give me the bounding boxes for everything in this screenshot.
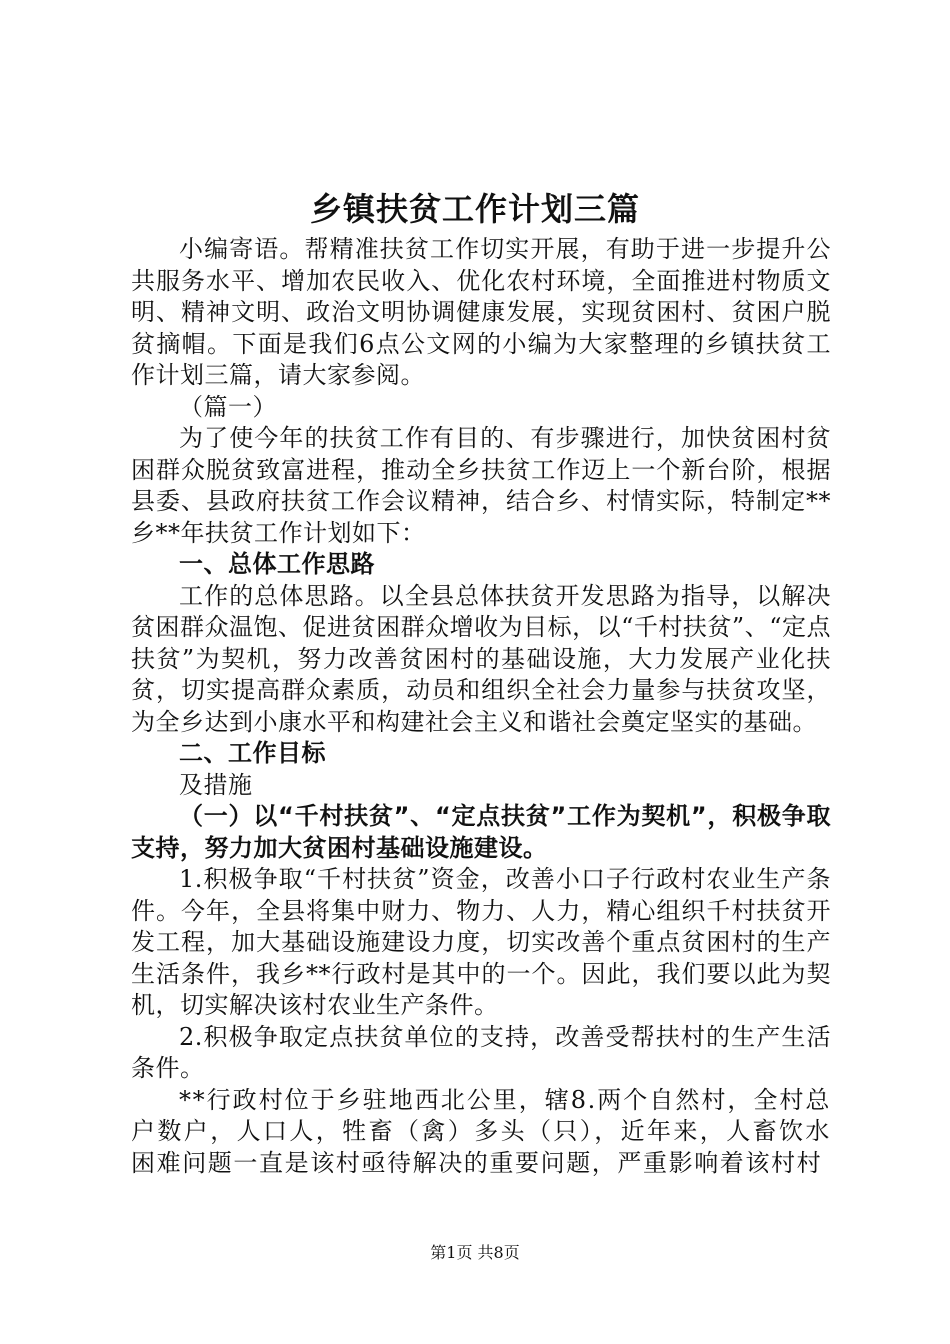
subheading: （一）以“千村扶贫”、“定点扶贫”工作为契机”，积极争取支持，努力加大贫困村基础设施建设。	[131, 802, 831, 862]
paragraph: 1.积极争取“千村扶贫”资金，改善小口子行政村农业生产条件。今年，全县将集中财力、物力、人力，精心组织千村扶贫开发工程，加大基础设施建设力度，切实改善个重点贫困村的生产生活条件，我乡**行政村是其中的一个。因此，我们要以此为契机，切实解决该村农业生产条件。	[131, 865, 831, 1019]
heading: 二、工作目标	[179, 739, 326, 767]
page-number: 第1页 共8页	[430, 1243, 520, 1262]
paragraph: 及措施	[179, 770, 253, 799]
paragraph-intro: 小编寄语。帮精准扶贫工作切实开展，有助于进一步提升公共服务水平、增加农民收入、优化农村环境，全面推进村物质文明、精神文明、政治文明协调健康发展，实现贫困村、贫困户脱贫摘帽。下面是我们6点公文网的小编为大家整理的乡镇扶贫工作计划三篇，请大家参阅。	[131, 235, 831, 389]
section-label: （篇一）	[179, 392, 277, 421]
paragraph: 工作的总体思路。以全县总体扶贫开发思路为指导，以解决贫困群众温饱、促进贫困群众增收为目标，以“千村扶贫”、“定点扶贫”为契机，努力改善贫困村的基础设施，大力发展产业化扶贫，切实提高群众素质，动员和组织全社会力量参与扶贫攻坚，为全乡达到小康水平和构建社会主义和谐社会奠定坚实的基础。	[131, 581, 831, 736]
paragraph: **行政村位于乡驻地西北公里，辖8.两个自然村，全村总户数户，人口人，牲畜（禽）多头（只），近年来，人畜饮水困难问题一直是该村亟待解决的重要问题，严重影响着该村村	[131, 1085, 831, 1177]
paragraph: 2.积极争取定点扶贫单位的支持，改善受帮扶村的生产生活条件。	[131, 1022, 831, 1082]
paragraph: 为了使今年的扶贫工作有目的、有步骤进行，加快贫困村贫困群众脱贫致富进程，推动全乡扶贫工作迈上一个新台阶，根据县委、县政府扶贫工作会议精神，结合乡、村情实际，特制定**乡**年扶贫工作计划如下：	[131, 424, 831, 547]
document-body	[131, 234, 831, 1179]
heading: 一、总体工作思路	[179, 550, 375, 578]
document-title: 乡镇扶贫工作计划三篇	[309, 190, 640, 228]
